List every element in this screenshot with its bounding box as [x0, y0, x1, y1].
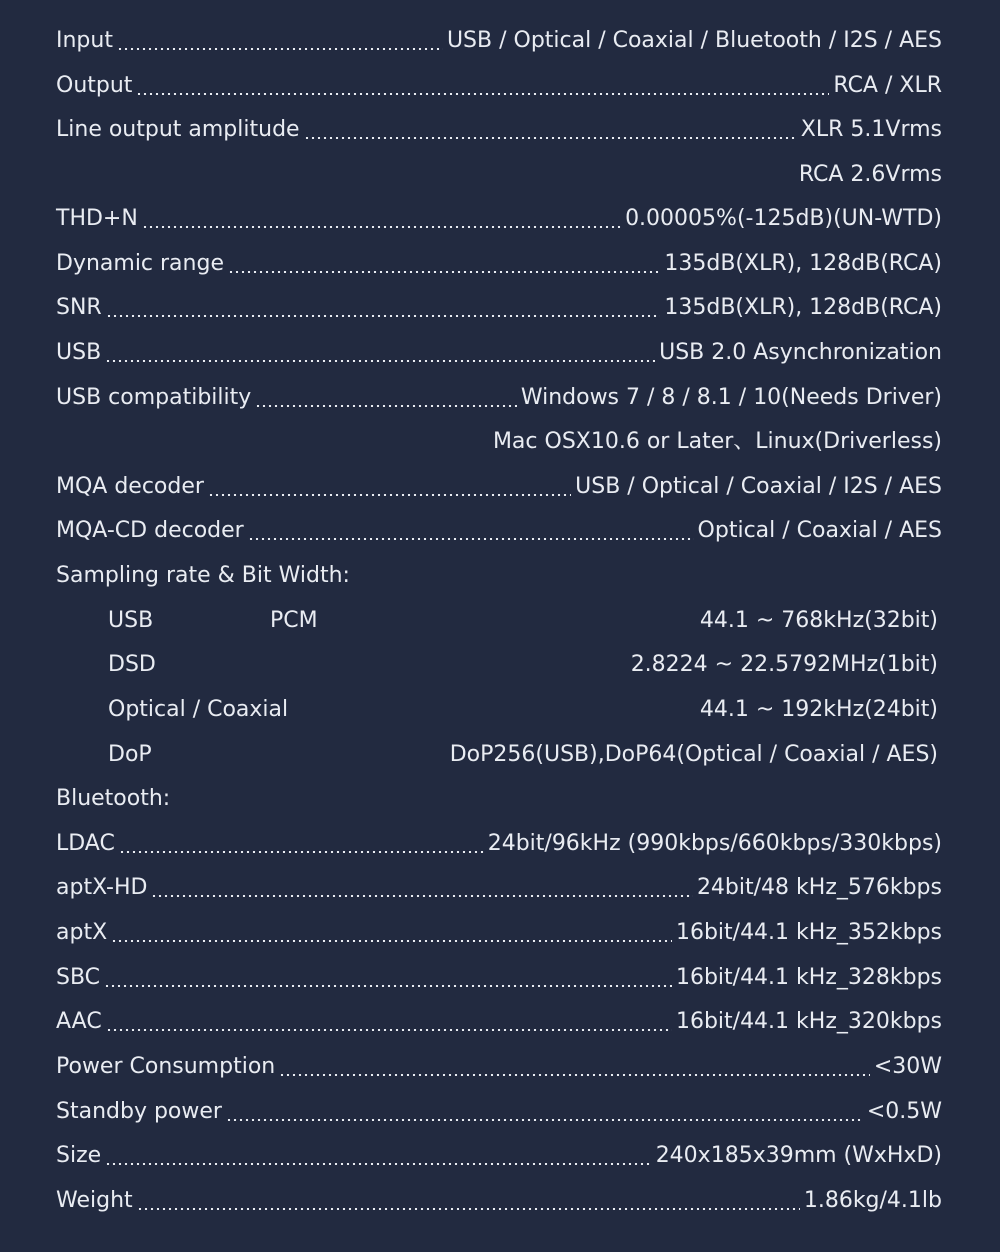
dot-leader — [228, 271, 660, 273]
spec-value: XLR 5.1Vrms — [800, 117, 942, 142]
spec-label: Power Consumption — [56, 1054, 276, 1079]
spec-value: 16bit/44.1 kHz_320kbps — [675, 1009, 942, 1034]
spec-row-aptx — [56, 911, 942, 955]
spec-label: MQA-CD decoder — [56, 518, 244, 543]
spec-value: 135dB(XLR), 128dB(RCA) — [664, 295, 942, 320]
spec-row-standby — [56, 1090, 942, 1134]
sampling-row-dsd — [108, 643, 938, 687]
spec-row-usb-compatibility — [56, 376, 942, 420]
spec-value: 1.86kg/4.1lb — [803, 1188, 942, 1213]
dot-leader — [304, 137, 797, 139]
section-heading: Bluetooth: — [56, 786, 171, 811]
spec-row-usb-compatibility-continued — [56, 420, 942, 464]
sampling-row-dop — [108, 733, 938, 777]
dot-leader — [226, 1119, 863, 1121]
section-heading: Sampling rate & Bit Width: — [56, 563, 350, 588]
spec-row-ldac — [56, 822, 942, 866]
dot-leader — [248, 538, 694, 540]
spec-label: SBC — [56, 965, 101, 990]
spec-label: USB — [56, 340, 102, 365]
spec-row-mqa-decoder — [56, 465, 942, 509]
spec-row-weight — [56, 1179, 942, 1223]
spec-value: USB / Optical / Coaxial / I2S / AES — [575, 474, 942, 499]
dot-leader — [137, 1208, 800, 1210]
dot-leader — [105, 360, 655, 362]
spec-label: aptX-HD — [56, 875, 148, 900]
spec-row-sbc — [56, 956, 942, 1000]
spec-value: 16bit/44.1 kHz_352kbps — [675, 920, 942, 945]
spec-row-thd — [56, 197, 942, 241]
sampling-label: DSD — [108, 652, 156, 677]
spec-value: 0.00005%(-125dB)(UN-WTD) — [625, 206, 942, 231]
dot-leader — [117, 48, 443, 50]
spec-label: USB compatibility — [56, 385, 252, 410]
sampling-format: PCM — [270, 608, 318, 633]
spec-value: 16bit/44.1 kHz_328kbps — [675, 965, 942, 990]
spec-value: 135dB(XLR), 128dB(RCA) — [664, 251, 942, 276]
spec-value: 240x185x39mm (WxHxD) — [655, 1143, 942, 1168]
bluetooth-heading — [56, 777, 942, 821]
sampling-value: 44.1 ~ 768kHz(32bit) — [699, 608, 938, 633]
spec-row-line-output-continued — [56, 153, 942, 197]
spec-value: USB 2.0 Asynchronization — [659, 340, 942, 365]
sampling-value: 2.8224 ~ 22.5792MHz(1bit) — [630, 652, 938, 677]
spec-value: USB / Optical / Coaxial / Bluetooth / I2S / AES — [446, 28, 942, 53]
spec-value: 24bit/48 kHz_576kbps — [696, 875, 942, 900]
spec-row-input — [56, 19, 942, 63]
spec-row-aac — [56, 1000, 942, 1044]
spec-value: Windows 7 / 8 / 8.1 / 10(Needs Driver) — [520, 385, 942, 410]
spec-label: MQA decoder — [56, 474, 204, 499]
dot-leader — [208, 494, 571, 496]
spec-value: <0.5W — [866, 1099, 942, 1124]
spec-label: Dynamic range — [56, 251, 224, 276]
spec-value: Optical / Coaxial / AES — [697, 518, 942, 543]
dot-leader — [106, 315, 661, 317]
spec-label: SNR — [56, 295, 102, 320]
dot-leader — [106, 1029, 672, 1031]
dot-leader — [119, 851, 484, 853]
spec-row-usb — [56, 331, 942, 375]
spec-label: Size — [56, 1143, 102, 1168]
dot-leader — [105, 1163, 652, 1165]
spec-row-size — [56, 1134, 942, 1178]
sampling-value: DoP256(USB),DoP64(Optical / Coaxial / AES) — [449, 742, 938, 767]
spec-row-output — [56, 64, 942, 108]
spec-value: 24bit/96kHz (990kbps/660kbps/330kbps) — [487, 831, 942, 856]
dot-leader — [142, 226, 621, 228]
dot-leader — [136, 93, 829, 95]
spec-value: <30W — [873, 1054, 942, 1079]
spec-row-dynamic-range — [56, 242, 942, 286]
spec-row-mqa-cd-decoder — [56, 509, 942, 553]
spec-value: RCA 2.6Vrms — [798, 162, 942, 187]
sampling-label: DoP — [108, 742, 152, 767]
spec-row-line-output — [56, 108, 942, 152]
sampling-value: 44.1 ~ 192kHz(24bit) — [699, 697, 938, 722]
dot-leader — [104, 985, 672, 987]
spec-row-snr — [56, 286, 942, 330]
spec-label: Standby power — [56, 1099, 222, 1124]
dot-leader — [279, 1074, 870, 1076]
spec-label: LDAC — [56, 831, 115, 856]
spec-value: Mac OSX10.6 or Later、Linux(Driverless) — [492, 429, 942, 454]
sampling-row-usb — [108, 599, 938, 643]
sampling-label: USB — [108, 608, 154, 633]
dot-leader — [111, 940, 672, 942]
spec-label: Weight — [56, 1188, 133, 1213]
spec-label: aptX — [56, 920, 108, 945]
spec-label: THD+N — [56, 206, 138, 231]
spec-row-power — [56, 1045, 942, 1089]
sampling-row-optical-coaxial — [108, 688, 938, 732]
spec-value: RCA / XLR — [833, 73, 942, 98]
spec-label: Line output amplitude — [56, 117, 300, 142]
spec-label: Output — [56, 73, 133, 98]
sampling-heading — [56, 554, 942, 598]
spec-label: AAC — [56, 1009, 102, 1034]
spec-row-aptx-hd — [56, 866, 942, 910]
spec-label: Input — [56, 28, 113, 53]
dot-leader — [151, 895, 692, 897]
sampling-label: Optical / Coaxial — [108, 697, 289, 722]
dot-leader — [255, 405, 517, 407]
